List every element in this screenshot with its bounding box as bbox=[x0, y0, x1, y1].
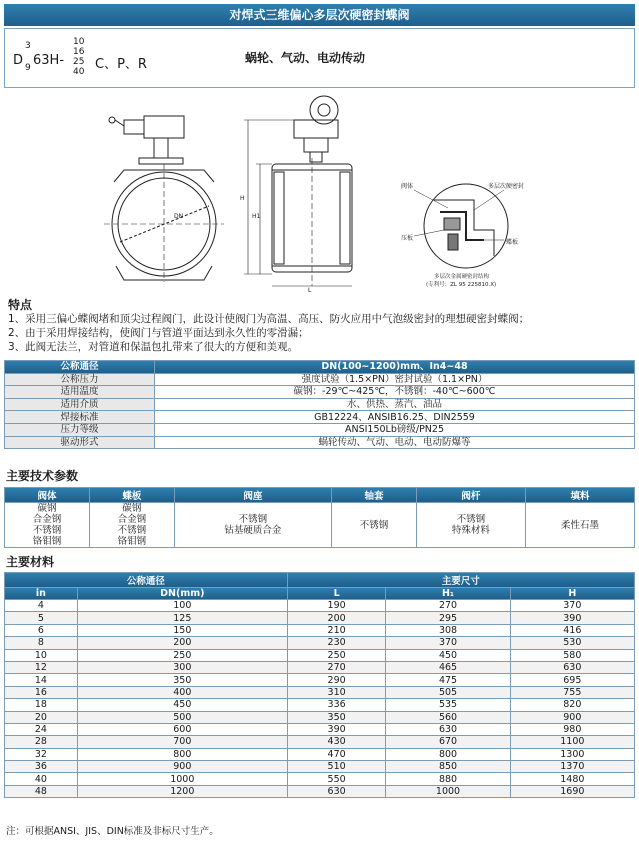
table-cell: 695 bbox=[510, 674, 634, 686]
table-cell: 10 bbox=[5, 649, 78, 661]
table-cell: 308 bbox=[386, 624, 510, 636]
table-cell: 24 bbox=[5, 723, 78, 735]
table-cell: 250 bbox=[287, 649, 386, 661]
table-cell: 48 bbox=[5, 785, 78, 797]
params-cell: 柔性石墨 bbox=[525, 503, 634, 548]
table-cell: 1000 bbox=[77, 773, 287, 785]
table-cell: 1370 bbox=[510, 761, 634, 773]
spec-label: 适用温度 bbox=[5, 386, 155, 399]
table-cell: 560 bbox=[386, 711, 510, 723]
table-cell: 200 bbox=[287, 612, 386, 624]
table-cell: 450 bbox=[77, 699, 287, 711]
params-col-header: 蝶板 bbox=[89, 488, 174, 503]
table-cell: 475 bbox=[386, 674, 510, 686]
params-heading: 主要技术参数 bbox=[6, 469, 79, 483]
l-label: L bbox=[308, 287, 312, 292]
table-cell: 390 bbox=[510, 612, 634, 624]
table-row bbox=[5, 773, 635, 785]
footnote: 注：可根据ANSI、JIS、DIN标准及非标尺寸生产。 bbox=[6, 826, 219, 837]
spec-value: 强度试验（1.5×PN）密封试验（1.1×PN） bbox=[155, 373, 635, 386]
params-cell: 不锈钢 特殊材料 bbox=[416, 503, 525, 548]
plate-label: 压板 bbox=[401, 235, 414, 242]
table-row bbox=[5, 761, 635, 773]
table-row bbox=[5, 600, 635, 612]
table-row bbox=[5, 649, 635, 661]
col-header-l: L bbox=[287, 588, 386, 600]
table-row bbox=[5, 398, 635, 411]
front-view-drawing bbox=[104, 116, 224, 282]
table-cell: 535 bbox=[386, 699, 510, 711]
model-stack-series: 3 9 bbox=[25, 41, 31, 73]
table-cell: 510 bbox=[287, 761, 386, 773]
table-cell: 800 bbox=[386, 748, 510, 760]
table-row bbox=[5, 736, 635, 748]
table-cell: 505 bbox=[386, 686, 510, 698]
valve-technical-drawings bbox=[4, 90, 635, 292]
table-row bbox=[5, 436, 635, 449]
params-table bbox=[4, 487, 635, 548]
table-cell: 270 bbox=[386, 600, 510, 612]
params-header-row bbox=[5, 488, 635, 503]
feature-item: 3、此阀无法兰，对管道和保温包扎带来了很大的方便和美观。 bbox=[8, 341, 299, 353]
table-cell: 32 bbox=[5, 748, 78, 760]
table-cell: 880 bbox=[386, 773, 510, 785]
table-cell: 800 bbox=[77, 748, 287, 760]
col-header-in: in bbox=[5, 588, 78, 600]
table-row bbox=[5, 699, 635, 711]
spec-label: 驱动形式 bbox=[5, 436, 155, 449]
spec-value: 水、供热、蒸汽、油品 bbox=[155, 398, 635, 411]
table-cell: 300 bbox=[77, 661, 287, 673]
table-cell: 290 bbox=[287, 674, 386, 686]
model-prefix: D bbox=[13, 53, 24, 68]
table-cell: 550 bbox=[287, 773, 386, 785]
valve-body-label: 阀体 bbox=[401, 183, 414, 190]
col-header-h: H bbox=[510, 588, 634, 600]
butterfly-plate-label: 蝶板 bbox=[506, 239, 519, 246]
table-cell: 700 bbox=[77, 736, 287, 748]
params-cell: 不锈钢 钴基硬质合金 bbox=[174, 503, 331, 548]
table-cell: 630 bbox=[386, 723, 510, 735]
spec-label: 公称压力 bbox=[5, 373, 155, 386]
table-cell: 1690 bbox=[510, 785, 634, 797]
features-heading: 特点 bbox=[8, 298, 33, 312]
table-cell: 270 bbox=[287, 661, 386, 673]
table-cell: 980 bbox=[510, 723, 634, 735]
params-col-header: 阀杆 bbox=[416, 488, 525, 503]
table-cell: 20 bbox=[5, 711, 78, 723]
h1-label: H1 bbox=[252, 213, 261, 220]
table-cell: 470 bbox=[287, 748, 386, 760]
table-cell: 370 bbox=[510, 600, 634, 612]
table-cell: 100 bbox=[77, 600, 287, 612]
table-cell: 820 bbox=[510, 699, 634, 711]
table-cell: 630 bbox=[287, 785, 386, 797]
table-cell: 1100 bbox=[510, 736, 634, 748]
table-cell: 295 bbox=[386, 612, 510, 624]
params-col-header: 阀体 bbox=[5, 488, 90, 503]
table-cell: 350 bbox=[287, 711, 386, 723]
table-cell: 210 bbox=[287, 624, 386, 636]
model-tail: C、P、R bbox=[95, 57, 147, 72]
params-col-header: 阀座 bbox=[174, 488, 331, 503]
table-cell: 390 bbox=[287, 723, 386, 735]
feature-item: 1、采用三偏心蝶阀堵和顶尖过程阀门，此设计使阀门为高温、高压、防火应用中气泡级密封的理想硬密封蝶阀； bbox=[8, 313, 530, 325]
table-cell: 465 bbox=[386, 661, 510, 673]
seal-caption: 多层次金属硬密封结构 bbox=[434, 274, 490, 280]
model-designation-row bbox=[4, 28, 635, 88]
seal-detail-drawing bbox=[401, 182, 524, 288]
table-cell: 1000 bbox=[386, 785, 510, 797]
table-cell: 4 bbox=[5, 600, 78, 612]
col-header-h1: H₁ bbox=[386, 588, 510, 600]
table-row bbox=[5, 686, 635, 698]
col-header-dn: DN(mm) bbox=[77, 588, 287, 600]
table-row bbox=[5, 674, 635, 686]
main-dimensions-group-header: 主要尺寸 bbox=[287, 573, 634, 588]
spec-label: 压力等级 bbox=[5, 423, 155, 436]
dn-label: DN bbox=[174, 213, 184, 220]
table-row bbox=[5, 503, 635, 548]
table-cell: 230 bbox=[287, 637, 386, 649]
table-row bbox=[5, 423, 635, 436]
page-title: 对焊式三维偏心多层次硬密封蝶阀 bbox=[4, 4, 635, 26]
table-cell: 125 bbox=[77, 612, 287, 624]
params-cell: 碳钢 合金钢 不锈钢 铬钼钢 bbox=[5, 503, 90, 548]
materials-group-header-row bbox=[5, 573, 635, 588]
table-cell: 190 bbox=[287, 600, 386, 612]
table-cell: 8 bbox=[5, 637, 78, 649]
table-cell: 350 bbox=[77, 674, 287, 686]
table-row bbox=[5, 612, 635, 624]
model-code bbox=[13, 37, 213, 81]
spec-label: 适用介质 bbox=[5, 398, 155, 411]
materials-column-header-row bbox=[5, 588, 635, 600]
spec-value: ANSI150Lb磅级/PN25 bbox=[155, 423, 635, 436]
table-cell: 630 bbox=[510, 661, 634, 673]
table-row bbox=[5, 386, 635, 399]
params-col-header: 轴套 bbox=[332, 488, 417, 503]
h-label: H bbox=[240, 195, 245, 202]
table-cell: 28 bbox=[5, 736, 78, 748]
nominal-size-group-header: 公称通径 bbox=[5, 573, 288, 588]
table-cell: 500 bbox=[77, 711, 287, 723]
materials-table bbox=[4, 572, 635, 798]
params-cell: 不锈钢 bbox=[332, 503, 417, 548]
table-cell: 600 bbox=[77, 723, 287, 735]
table-cell: 430 bbox=[287, 736, 386, 748]
table-cell: 336 bbox=[287, 699, 386, 711]
table-cell: 1300 bbox=[510, 748, 634, 760]
table-row bbox=[5, 661, 635, 673]
spec-value: 蜗轮传动、气动、电动、电动防爆等 bbox=[155, 436, 635, 449]
params-col-header: 填料 bbox=[525, 488, 634, 503]
table-cell: 1480 bbox=[510, 773, 634, 785]
table-row bbox=[5, 637, 635, 649]
side-view-drawing bbox=[240, 96, 352, 292]
table-cell: 530 bbox=[510, 637, 634, 649]
spec-header-label: 公称通径 bbox=[5, 361, 155, 374]
table-row bbox=[5, 411, 635, 424]
table-cell: 370 bbox=[386, 637, 510, 649]
table-cell: 580 bbox=[510, 649, 634, 661]
params-cell: 碳钢 合金钢 不锈钢 铬钼钢 bbox=[89, 503, 174, 548]
table-cell: 18 bbox=[5, 699, 78, 711]
table-cell: 1200 bbox=[77, 785, 287, 797]
multi-seal-label: 多层次硬密封 bbox=[488, 183, 525, 190]
model-stack-pressure: 10 16 25 40 bbox=[73, 37, 85, 77]
table-cell: 900 bbox=[510, 711, 634, 723]
spec-label: 焊接标准 bbox=[5, 411, 155, 424]
spec-value: GB12224、ANSIB16.25、DIN2559 bbox=[155, 411, 635, 424]
table-cell: 40 bbox=[5, 773, 78, 785]
spec-table bbox=[4, 360, 635, 449]
table-cell: 250 bbox=[77, 649, 287, 661]
table-cell: 416 bbox=[510, 624, 634, 636]
table-row bbox=[5, 785, 635, 797]
table-cell: 310 bbox=[287, 686, 386, 698]
table-row bbox=[5, 723, 635, 735]
model-mid: 63H- bbox=[33, 53, 65, 68]
table-cell: 150 bbox=[77, 624, 287, 636]
table-cell: 12 bbox=[5, 661, 78, 673]
table-cell: 14 bbox=[5, 674, 78, 686]
table-cell: 850 bbox=[386, 761, 510, 773]
features-list bbox=[8, 312, 634, 354]
table-row bbox=[5, 373, 635, 386]
materials-table-body bbox=[5, 600, 635, 798]
table-row bbox=[5, 748, 635, 760]
table-cell: 16 bbox=[5, 686, 78, 698]
table-cell: 5 bbox=[5, 612, 78, 624]
table-cell: 670 bbox=[386, 736, 510, 748]
table-cell: 900 bbox=[77, 761, 287, 773]
table-cell: 400 bbox=[77, 686, 287, 698]
spec-value: 碳钢：-29℃~425℃，不锈钢：-40℃~600℃ bbox=[155, 386, 635, 399]
table-cell: 450 bbox=[386, 649, 510, 661]
table-cell: 6 bbox=[5, 624, 78, 636]
feature-item: 2、由于采用焊接结构，使阀门与管道平面达到永久性的零滑漏； bbox=[8, 327, 309, 339]
table-cell: 755 bbox=[510, 686, 634, 698]
model-drive-types: 蜗轮、气动、电动传动 bbox=[245, 51, 366, 65]
table-row bbox=[5, 711, 635, 723]
patent-caption: (专利号：ZL 95 225810.X) bbox=[426, 282, 497, 288]
spec-header-value: DN(100~1200)mm、In4~48 bbox=[155, 361, 635, 374]
spec-header-row bbox=[5, 361, 635, 374]
table-cell: 36 bbox=[5, 761, 78, 773]
table-cell: 200 bbox=[77, 637, 287, 649]
table-row bbox=[5, 624, 635, 636]
materials-heading: 主要材料 bbox=[6, 555, 55, 569]
